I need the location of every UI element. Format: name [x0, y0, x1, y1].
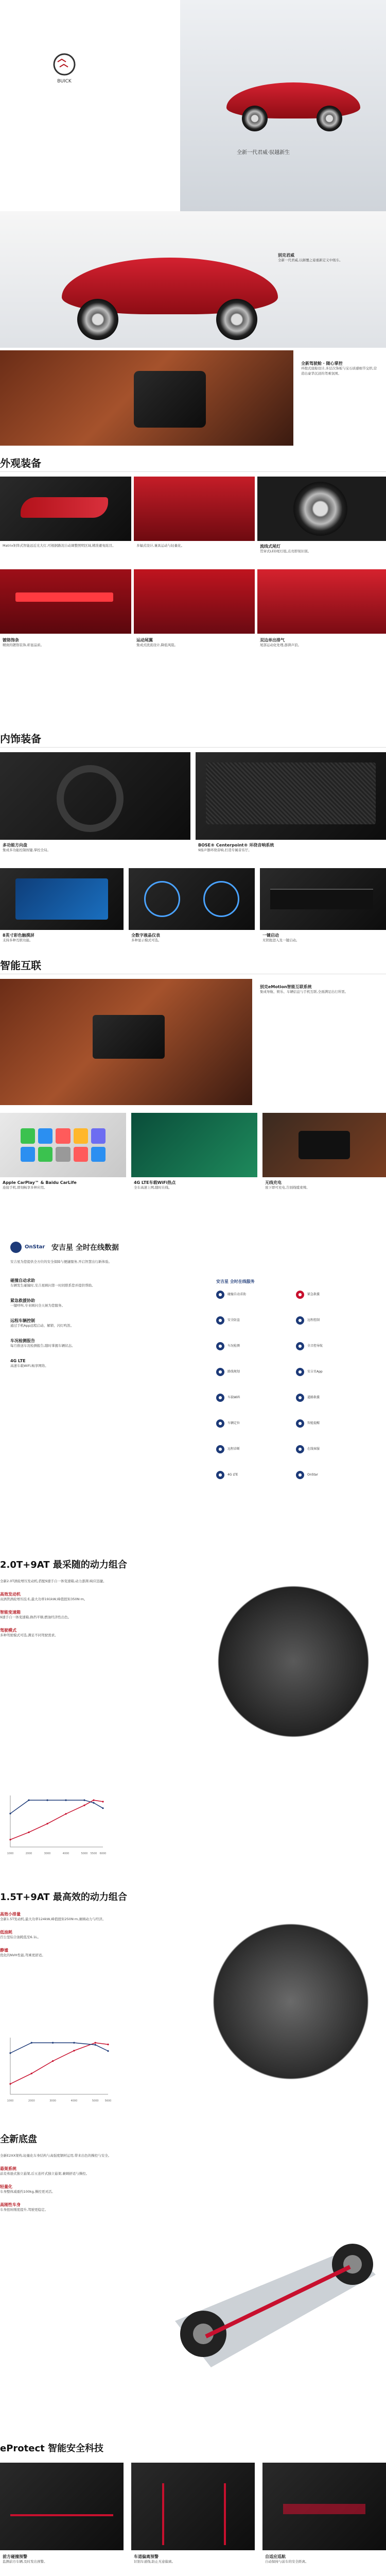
- service-item: ● 远程控制: [296, 1316, 320, 1325]
- tick-label: 5000: [81, 1852, 88, 1855]
- ext-item-4-text: 精致的镀铬装饰,彰显品质。: [3, 643, 44, 648]
- safety-item-1-label: 前方碰撞预警: [3, 2554, 27, 2559]
- engine20-sub1: 高效发动机: [0, 1591, 21, 1597]
- data-point: [102, 1807, 103, 1809]
- data-point: [95, 2042, 96, 2043]
- headlight-image: [0, 477, 131, 541]
- data-point: [95, 2044, 96, 2045]
- safety-item-3-text: 自动保持与前车的安全距离。: [265, 2560, 309, 2564]
- onstar-logo: [10, 1242, 45, 1253]
- engine15-chart: [0, 2027, 118, 2105]
- service-item: ● 智能提醒: [296, 1419, 320, 1428]
- interior-title: 全新驾驶舱 · 随心掌控: [301, 361, 343, 366]
- intro-car-image: [0, 211, 386, 348]
- hero-slogan: 全新一代君威·驭越新生: [237, 150, 290, 156]
- engine15-text2: 百公里综合油耗低至6.1L。: [0, 1935, 41, 1940]
- int-item-3-label: 8英寸彩色触摸屏: [3, 933, 34, 938]
- onstar-block-4-title: 车况检测报告: [10, 1338, 35, 1343]
- service-icon: ●: [216, 1471, 224, 1479]
- intro-section: [0, 211, 386, 446]
- engine20-text4: 多种驾驶模式可选,满足不同驾驶需求。: [0, 1633, 58, 1637]
- int-item-1-label: 多功能方向盘: [3, 843, 27, 848]
- safety-section: [0, 2439, 386, 2576]
- data-point: [28, 1799, 29, 1801]
- onstar-services-grid: [216, 1291, 376, 1507]
- service-item: ● 安全防盗: [216, 1316, 240, 1325]
- engine20-text2: 双涡管涡轮增压技术,最大功率191kW,峰值扭矩350N·m。: [0, 1597, 87, 1601]
- onstar-block-3-title: 远程车辆控制: [10, 1318, 35, 1323]
- onstar-logo-text: OnStar: [25, 1244, 45, 1250]
- service-icon: ●: [216, 1316, 224, 1325]
- data-point: [83, 1799, 85, 1801]
- service-icon: ●: [296, 1342, 304, 1350]
- connect-item-2-text: 全车高速上网,随时在线。: [134, 1185, 172, 1190]
- onstar-services-title: 安吉星 全时在线服务: [216, 1279, 255, 1284]
- start-image: [260, 868, 386, 930]
- onstar-block-5-text: 高速车载WiFi,畅享网络。: [10, 1363, 48, 1368]
- engine15-text1: 全新1.5T发动机,最大功率124kW,峰值扭矩250N·m,兼顾动力与经济。: [0, 1917, 106, 1922]
- data-point: [52, 2042, 54, 2043]
- onstar-block-1-text: 车辆发生碰撞时,安吉星顾问第一时间联系您并提供帮助。: [10, 1283, 95, 1288]
- data-point: [93, 1802, 94, 1804]
- connect-item-3-label: 无线充电: [265, 1180, 282, 1185]
- engine15-text3: 优化的NVH性能,驾乘更舒适。: [0, 1953, 45, 1958]
- engine20-image: [201, 1579, 386, 1744]
- data-point: [9, 2083, 11, 2084]
- service-icon: ●: [296, 1291, 304, 1299]
- onstar-block-2-text: 一键呼叫,专业顾问全天候为您服务。: [10, 1303, 65, 1308]
- int-item-1-text: 集成多功能控制按键,掌控全局。: [3, 848, 51, 853]
- onstar-block-4-text: 每月推送车况检测报告,随时掌握车辆状态。: [10, 1344, 75, 1348]
- service-item: ● 紧急救援: [296, 1291, 320, 1299]
- engine15-section: [0, 1888, 386, 2130]
- tick-label: 2000: [25, 1852, 32, 1855]
- chassis-heading: 全新底盘: [0, 2134, 37, 2145]
- engine15-sub1: 高效小排量: [0, 1912, 21, 1917]
- ext-item-2-text: 多辐式设计,兼具运动与轻量化。: [136, 544, 185, 548]
- engine20-text1: 全新2.0T涡轮增压发动机,搭配9速手自一体变速箱,动力澎湃,响应迅捷。: [0, 1579, 107, 1583]
- data-point: [9, 1839, 11, 1840]
- connect-side-title: 别克eMotion智能互联系统: [260, 985, 312, 989]
- onstar-block-2-title: 紧急救援协助: [10, 1298, 35, 1303]
- wheel-image: [257, 477, 386, 541]
- service-icon: ●: [296, 1419, 304, 1428]
- hero-section: [0, 0, 386, 211]
- data-point: [31, 2042, 32, 2043]
- int-item-2-label: BOSE® Centerpoint® 环绕音响系统: [198, 843, 274, 848]
- service-item: ● 车辆定位: [216, 1419, 240, 1428]
- onstar-title: 安吉星 全时在线数据: [51, 1244, 119, 1252]
- safety-item-3-label: 自适应巡航: [265, 2554, 286, 2559]
- connect-item-3-text: 放下即可充电,告别线缆束缚。: [265, 1185, 310, 1190]
- service-item: ● 车载WiFi: [216, 1394, 240, 1402]
- chassis-text3: 车身整体减重约100kg,操控更灵活。: [0, 2189, 55, 2194]
- data-point: [9, 1812, 11, 1814]
- engine15-image: [196, 1917, 386, 2087]
- int-item-4-text: 多种显示模式可选。: [131, 938, 162, 943]
- safety-image-1: [0, 2463, 124, 2550]
- engine20-heading: 2.0T+9AT 最采随的动力组合: [0, 1560, 127, 1570]
- int-item-3-text: 支持多种互联功能。: [3, 938, 33, 943]
- tick-label: 3000: [49, 2099, 56, 2103]
- grille-image: [134, 477, 255, 541]
- onstar-block-5-title: 4G LTE: [10, 1358, 26, 1363]
- connect-dash-image: [0, 979, 252, 1105]
- intro-caption: 全新一代君威,以颠覆之姿重新定义中级车。: [278, 258, 343, 263]
- data-point: [73, 2042, 75, 2043]
- service-icon: ●: [216, 1445, 224, 1453]
- data-point: [46, 1799, 48, 1801]
- chassis-text1: 全新E2XX架构,轻量化车身结构与高强度钢材运用,带来出色的操控与安全。: [0, 2154, 112, 2158]
- engine20-sub2: 智能变速箱: [0, 1609, 21, 1615]
- data-point: [107, 2044, 109, 2045]
- chassis-sub2: 轻量化: [0, 2184, 12, 2189]
- connect-heading: 智能互联: [0, 959, 41, 972]
- service-item: ● 道路救援: [296, 1394, 320, 1402]
- interior-section: [0, 732, 386, 948]
- ext-item-6-label: 双边单出排气: [260, 638, 285, 642]
- ext-item-3-text: 贯穿式LED尾灯组,点亮即刻识别。: [260, 549, 311, 554]
- interior-text: 环抱式座舱设计,多层次饰板与宝石质感细节交织,营造出豪华沉浸的驾乘氛围。: [301, 366, 377, 376]
- ext-item-6-text: 尾部运动化处理,澎湃声浪。: [260, 643, 302, 648]
- tick-label: 5000: [92, 2099, 99, 2103]
- connect-section: [0, 948, 386, 1231]
- chassis-section: [0, 2130, 386, 2439]
- int-item-5-label: 一键启动: [262, 933, 279, 938]
- engine15-heading: 1.5T+9AT 最高效的动力组合: [0, 1892, 127, 1903]
- engine20-sub3: 驾驶模式: [0, 1628, 16, 1633]
- engine20-section: [0, 1540, 386, 1888]
- onstar-block-1-title: 碰撞自动求助: [10, 1278, 35, 1283]
- data-point: [46, 1823, 48, 1824]
- data-point: [73, 2050, 75, 2052]
- tick-label: 4000: [62, 1852, 69, 1855]
- data-point: [93, 1799, 94, 1801]
- divider: [0, 471, 386, 472]
- divider: [0, 747, 386, 748]
- service-item: ● 4G LTE: [216, 1471, 238, 1479]
- series-line: [10, 1800, 103, 1814]
- service-item: ● 在线客服: [296, 1445, 320, 1453]
- connect-item-1-label: Apple CarPlay™ & Baidu CarLife: [3, 1180, 77, 1185]
- service-icon: ●: [216, 1368, 224, 1376]
- int-item-4-label: 全数字液晶仪表: [131, 933, 160, 938]
- carplay-image: [0, 1113, 126, 1177]
- series-line: [10, 1800, 103, 1840]
- service-icon: ●: [296, 1471, 304, 1479]
- ext-item-3-label: 流线式尾灯: [260, 544, 280, 549]
- service-item: ● 路线规划: [216, 1368, 240, 1376]
- cluster-image: [129, 868, 255, 930]
- safety-image-3: [262, 2463, 386, 2550]
- safety-heading: eProtect 智能安全科技: [0, 2443, 103, 2454]
- service-icon: ●: [216, 1419, 224, 1428]
- speaker-image: [196, 752, 386, 840]
- ext-item-5-label: 运动尾翼: [136, 638, 153, 642]
- exterior-heading: 外观装备: [0, 457, 41, 469]
- service-item: ● OnStar: [296, 1471, 318, 1479]
- ext-item-1-text: Matrix矩阵式智能远近光大灯,可根据路况自动调整照明区域,精准避免眩目。: [3, 544, 116, 548]
- service-item: ● 车况检测: [216, 1342, 240, 1350]
- data-point: [65, 1799, 66, 1801]
- service-icon: ●: [296, 1445, 304, 1453]
- interior-image: [0, 350, 293, 446]
- service-icon: ●: [296, 1368, 304, 1376]
- tick-label: 5600: [104, 2099, 112, 2103]
- connect-item-1-text: 连接手机,即刻畅享多种应用。: [3, 1185, 47, 1190]
- safety-item-2-label: 车道偏离预警: [134, 2554, 159, 2559]
- safety-item-2-text: 识别车道线,防止无意偏离。: [134, 2560, 176, 2564]
- int-item-5-text: 无钥匙进入及一键启动。: [262, 938, 300, 943]
- engine15-sub2: 低油耗: [0, 1929, 12, 1935]
- service-icon: ●: [296, 1394, 304, 1402]
- data-point: [65, 1813, 66, 1815]
- charging-image: [262, 1113, 386, 1177]
- spoiler-image: [257, 569, 386, 634]
- connect-side-text: 集成导航、娱乐、车辆信息与手机互联,全面满足出行所需。: [260, 990, 348, 994]
- onstar-section: [0, 1231, 386, 1540]
- tick-label: 6000: [99, 1852, 107, 1855]
- service-icon: ●: [216, 1291, 224, 1299]
- service-icon: ●: [296, 1316, 304, 1325]
- data-point: [31, 2073, 32, 2074]
- connect-item-2-label: 4G LTE车载WiFi热点: [134, 1180, 176, 1185]
- intro-title: 别克君威: [278, 253, 294, 258]
- safety-image-2: [131, 2463, 255, 2550]
- chassis-sub1: 悬架系统: [0, 2166, 16, 2171]
- exterior-section: [0, 446, 386, 732]
- ext-item-4-label: 镀铬饰条: [3, 638, 19, 642]
- service-item: ● 远程诊断: [216, 1445, 240, 1453]
- series-line: [10, 2043, 108, 2053]
- series-line: [10, 2043, 108, 2084]
- ext-item-5-text: 集成式扰流设计,降低风阻。: [136, 643, 178, 648]
- chassis-text4: 车身扭转刚度提升,驾驶更稳定。: [0, 2207, 48, 2212]
- data-point: [83, 1804, 85, 1806]
- chassis-image: [154, 2151, 386, 2388]
- int-item-2-text: 9扬声器环绕音响,打造专属音乐厅。: [198, 848, 252, 853]
- engine20-text3: 9速手自一体变速箱,换挡平顺,燃油经济性出色。: [0, 1615, 72, 1619]
- wifi-image: [131, 1113, 257, 1177]
- tick-label: 1000: [7, 2099, 14, 2103]
- safety-item-1-text: 监测前方车辆,及时发出预警。: [3, 2560, 47, 2564]
- tick-label: 3000: [44, 1852, 51, 1855]
- onstar-intro: 安吉星为您提供全方位的安全保障与便捷服务,开启智慧出行新体验。: [10, 1260, 112, 1264]
- service-item: ● 碰撞自动求助: [216, 1291, 246, 1299]
- tick-label: 2000: [28, 2099, 35, 2103]
- data-point: [52, 2060, 54, 2062]
- svg-text:BUICK: BUICK: [57, 79, 72, 84]
- data-point: [107, 2050, 109, 2052]
- tick-label: 4000: [71, 2099, 78, 2103]
- service-icon: ●: [216, 1394, 224, 1402]
- data-point: [102, 1801, 103, 1802]
- brand-logo: [10, 10, 118, 144]
- rear-image: [134, 569, 255, 634]
- tick-label: 5500: [90, 1852, 97, 1855]
- onstar-block-3-text: 通过手机App远程启动、解锁、闪灯鸣笛。: [10, 1324, 74, 1328]
- taillight-image: [0, 569, 131, 634]
- data-point: [9, 2052, 11, 2054]
- service-item: ● 安吉星App: [296, 1368, 323, 1376]
- service-item: ● 全音控导航: [296, 1342, 323, 1350]
- data-point: [28, 1832, 29, 1833]
- screen-image: [0, 868, 124, 930]
- chassis-text2: 前麦弗逊式独立悬架,后五连杆式独立悬架,兼顾舒适与操控。: [0, 2171, 90, 2176]
- engine20-chart: [0, 1785, 113, 1857]
- onstar-icon: [10, 1242, 22, 1253]
- hero-image: [180, 0, 386, 211]
- service-icon: ●: [216, 1342, 224, 1350]
- tick-label: 1000: [7, 1852, 14, 1855]
- chassis-sub3: 高刚性车身: [0, 2202, 21, 2207]
- engine15-sub3: 静谧: [0, 1947, 8, 1953]
- steering-image: [0, 752, 190, 840]
- interior-heading: 内饰装备: [0, 733, 41, 745]
